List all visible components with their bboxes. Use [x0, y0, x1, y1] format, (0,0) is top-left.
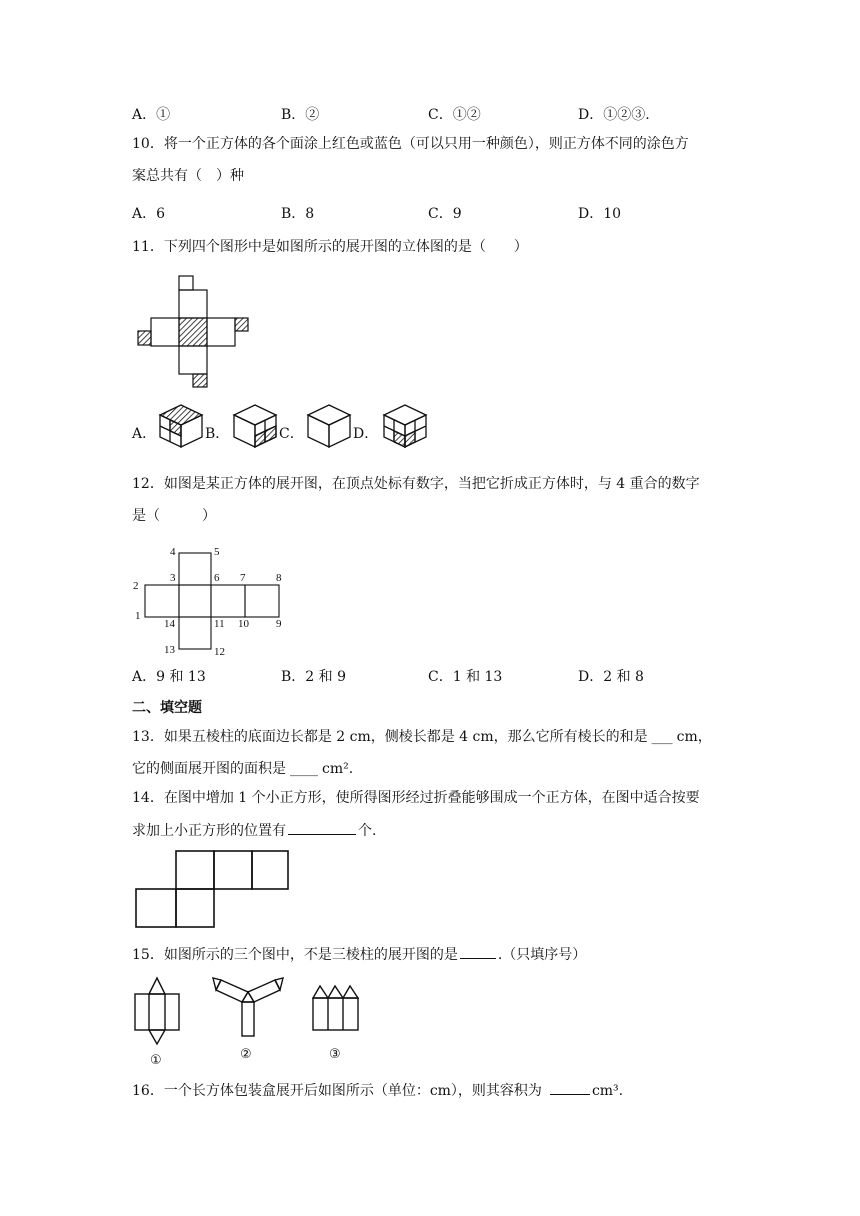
q14-net-figure — [133, 848, 293, 932]
q12-vertex-label: 12 — [214, 646, 225, 658]
q11-option-b-letter: B． — [205, 426, 230, 442]
q13-text-part-b: cm， — [676, 729, 712, 745]
q12-vertex-label: 8 — [276, 572, 282, 584]
q16-text-part-a: 16．一个长方体包装盒展开后如图所示（单位：cm），则其容积为 — [132, 1083, 542, 1099]
q12-vertex-label: 9 — [276, 618, 282, 630]
q12-vertex-label: 5 — [214, 546, 220, 558]
q12-vertex-label: 14 — [164, 618, 175, 630]
q14-text-part-b: 个. — [358, 823, 377, 839]
q10-option-b: B．8 — [281, 206, 315, 222]
q15-text-part-a: 15．如图所示的三个图中，不是三棱柱的展开图的是 — [132, 947, 458, 963]
q15-answer-blank — [460, 944, 496, 959]
q11-option-d-letter: D． — [353, 426, 379, 442]
q10-option-a: A．6 — [132, 206, 166, 222]
q15-text — [132, 944, 586, 965]
q13-blank-area: ____ — [290, 761, 318, 777]
q12-net-figure — [130, 545, 295, 660]
q11-option-a-letter: A． — [132, 426, 157, 442]
q12-vertex-label: 7 — [240, 572, 246, 584]
q12-option-a: A．9 和 13 — [132, 669, 206, 685]
q9-option-b: B．② — [281, 107, 320, 123]
q14-text-line1: 14．在图中增加 1 个小正方形，使所得图形经过折叠能够围成一个正方体，在图中适合按要 — [132, 790, 700, 806]
q12-option-d: D．2 和 8 — [578, 669, 644, 685]
q11-text: 11．下列四个图形中是如图所示的展开图的立体图的是（ ） — [132, 239, 528, 255]
q12-vertex-label: 2 — [133, 580, 139, 592]
q12-text-line2: 是（ ） — [132, 508, 216, 524]
q15-figure-label-3: ③ — [329, 1047, 341, 1062]
q11-option-d-cube — [382, 403, 428, 449]
q13-text-line2 — [132, 759, 353, 779]
q9-option-a: A．① — [132, 107, 171, 123]
q12-vertex-label: 13 — [164, 644, 175, 656]
q15-figures — [125, 972, 375, 1068]
q11-option-c-letter: C． — [279, 426, 304, 442]
q14-text-part-a: 求加上小正方形的位置有 — [132, 823, 286, 839]
q15-text-part-b: .（只填序号） — [497, 947, 587, 963]
q10-option-c: C．9 — [428, 206, 462, 222]
q12-vertex-label: 10 — [238, 618, 249, 630]
q13-text-part-a: 13．如果五棱柱的底面边长都是 2 cm，侧棱长都是 4 cm，那么它所有棱长的和是 — [132, 729, 648, 745]
q12-vertex-label: 4 — [170, 546, 176, 558]
q13-blank-length: ___ — [651, 729, 673, 745]
q13-text-part-d: cm². — [322, 761, 354, 777]
q12-vertex-label: 1 — [135, 610, 141, 622]
q12-option-c: C．1 和 13 — [428, 669, 503, 685]
q12-vertex-label: 11 — [214, 618, 225, 630]
q11-option-b-cube — [232, 403, 278, 449]
q11-net-figure — [135, 273, 255, 388]
q10-option-d: D．10 — [578, 206, 622, 222]
q10-text-line1: 10．将一个正方体的各个面涂上红色或蓝色（可以只用一种颜色），则正方体不同的涂色方 — [132, 136, 689, 152]
q9-option-d: D．①②③. — [578, 107, 650, 123]
q9-option-c: C．①② — [428, 107, 481, 123]
q14-answer-blank — [288, 820, 356, 835]
q11-option-a-cube — [158, 403, 204, 449]
q15-figure-label-1: ① — [150, 1053, 162, 1068]
q13-text-line1 — [132, 727, 712, 747]
q10-text-line2: 案总共有（ ）种 — [132, 168, 244, 184]
q12-vertex-label: 3 — [170, 572, 176, 584]
q12-text-line1: 12．如图是某正方体的展开图，在顶点处标有数字，当把它折成正方体时，与 4 重合的数字 — [132, 476, 700, 492]
q12-option-b: B．2 和 9 — [281, 669, 347, 685]
q14-text-line2 — [132, 820, 376, 841]
q12-vertex-label: 6 — [214, 572, 220, 584]
q16-answer-blank — [550, 1080, 590, 1095]
q16-text-part-b: cm³. — [591, 1083, 624, 1099]
section-title-fill-in: 二、填空题 — [132, 700, 202, 716]
q16-text — [132, 1080, 623, 1101]
q13-text-part-c: 它的侧面展开图的面积是 — [132, 761, 286, 777]
q15-figure-label-2: ② — [240, 1047, 252, 1062]
q11-option-c-cube — [306, 403, 352, 449]
